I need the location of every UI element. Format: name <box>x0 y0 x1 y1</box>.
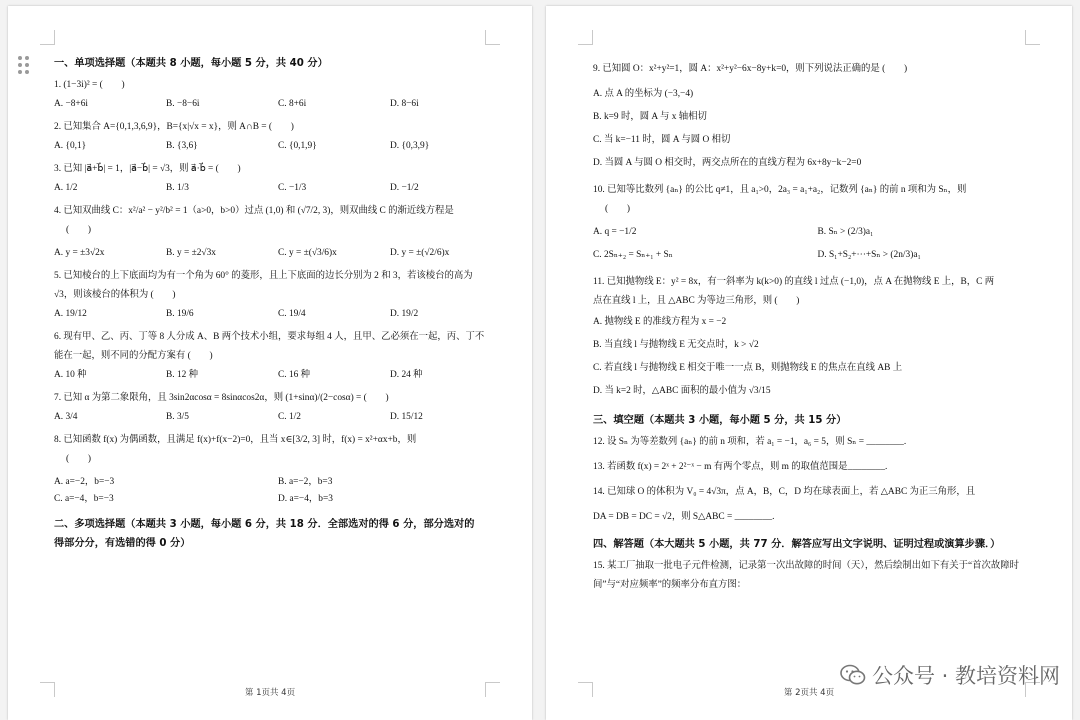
option: D. a=−4，b=3 <box>278 494 333 504</box>
option: C. a=−4，b=−3 <box>54 494 114 504</box>
option: C. 1/2 <box>278 412 301 422</box>
option-row <box>54 307 502 322</box>
answer-paren: ( ) <box>605 204 630 214</box>
section-heading: 一、单项选择题（本题共 8 小题，每小题 5 分，共 40 分） <box>54 58 328 69</box>
option: C. 16 种 <box>278 370 311 380</box>
drag-handle-icon[interactable] <box>18 56 32 76</box>
option: A. 1/2 <box>54 183 78 193</box>
option: C. 若直线 l 与抛物线 E 相交于唯一一点 B，则抛物线 E 的焦点在直线 AB 上 <box>593 363 903 373</box>
option: D. −1/2 <box>390 183 419 193</box>
option-row <box>54 181 502 196</box>
option: D. 15/12 <box>390 412 423 422</box>
answer-paren: ( ) <box>66 225 91 235</box>
page-footer: 第 1页共 4页 <box>244 688 296 698</box>
option: D. 24 种 <box>390 370 423 380</box>
page-footer: 第 2页共 4页 <box>783 688 835 698</box>
option: C. 19/4 <box>278 309 306 319</box>
question-stem: 1. (1−3i)² = ( ) <box>54 80 125 90</box>
question-stem: 9. 已知圆 O：x²+y²=1，圆 A：x²+y²−6x−8y+k=0，则下列说法正确的是 ( ) <box>593 64 908 74</box>
option: A. 点 A 的坐标为 (−3,−4) <box>593 89 694 99</box>
watermark <box>840 660 1060 690</box>
question-stem-cont: 点在直线 l 上，且 △ABC 为等边三角形，则 ( ) <box>593 296 800 306</box>
section-heading: 二、多项选择题（本题共 3 小题，每小题 6 分，共 18 分．全部选对的得 6 分，部分选对的 <box>54 519 475 530</box>
option-row <box>54 368 502 383</box>
watermark-text: 公众号 · 教培资料网 <box>871 664 1060 688</box>
option: D. S₁+S₂+⋯+Sₙ > (2n/3)a₁ <box>817 250 921 260</box>
option: C. y = ±(√3/6)x <box>278 248 337 258</box>
document-page-2 <box>546 6 1072 720</box>
question-stem: 3. 已知 |a⃗+b⃗| = 1，|a⃗−b⃗| = √3，则 a⃗·b⃗ = ( ) <box>54 164 241 174</box>
option: B. 当直线 l 与抛物线 E 无交点时，k > √2 <box>593 340 759 350</box>
option-row <box>54 492 502 507</box>
question-stem: 6. 现有甲、乙、丙、丁等 8 人分成 A、B 两个技术小组，要求每组 4 人，且甲、乙必须在一起，丙、丁不 <box>54 332 485 342</box>
option: B. Sₙ > (2/3)a₁ <box>817 227 874 237</box>
page-corner-mark <box>485 30 500 45</box>
option-row <box>593 248 1042 263</box>
option-row <box>54 97 502 112</box>
option: D. 当圆 A 与圆 O 相交时，两交点所在的直线方程为 6x+8y−k−2=0 <box>593 158 862 168</box>
option: A. a=−2，b=−3 <box>54 477 115 487</box>
option: B. 3/5 <box>166 412 189 422</box>
document-page-1 <box>8 6 532 720</box>
section-heading: 四、解答题（本大题共 5 小题，共 77 分．解答应写出文字说明、证明过程或演算步骤．） <box>593 539 1001 550</box>
option-row <box>54 475 502 490</box>
question-stem: 5. 已知棱台的上下底面均为有一个角为 60° 的菱形，且上下底面的边长分别为 2 和 3，若该棱台的高为 <box>54 271 473 281</box>
question-stem: 14. 已知球 O 的体积为 V₀ = 4√3π，点 A，B，C，D 均在球表面上，若 △ABC 为正三角形，且 <box>593 487 976 497</box>
option: D. 19/2 <box>390 309 419 319</box>
option: D. 8−6i <box>390 99 419 109</box>
option-row <box>593 225 1042 240</box>
option: C. 2Sₙ₊₂ = Sₙ₊₁ + Sₙ <box>593 250 673 260</box>
option: D. y = ±(√2/6)x <box>390 248 450 258</box>
question-stem: 13. 若函数 f(x) = 2ˣ + 2²⁻ˣ − m 有两个零点，则 m 的取值范围是________. <box>593 462 888 472</box>
option: A. 抛物线 E 的准线方程为 x = −2 <box>593 317 727 327</box>
option: B. {3,6} <box>166 141 198 151</box>
option: A. 19/12 <box>54 309 87 319</box>
option: B. 12 种 <box>166 370 199 380</box>
option: B. a=−2，b=3 <box>278 477 333 487</box>
option: D. {0,3,9} <box>390 141 430 151</box>
option: C. 8+6i <box>278 99 307 109</box>
option: B. 1/3 <box>166 183 189 193</box>
option-row <box>54 139 502 154</box>
question-stem-cont: 间”与“对应频率”的频率分布直方图： <box>593 580 747 590</box>
section-heading-cont: 得部分分，有选错的得 0 分） <box>54 538 191 549</box>
question-stem: 4. 已知双曲线 C：x²/a² − y²/b² = 1（a>0，b>0）过点 (1,0) 和 (√7/2, 3)，则双曲线 C 的渐近线方程是 <box>54 206 454 216</box>
question-stem-cont: DA = DB = DC = √2，则 S△ABC = ________. <box>593 512 775 522</box>
page-corner-mark <box>1025 30 1040 45</box>
answer-paren: ( ) <box>66 454 91 464</box>
section-heading: 三、填空题（本题共 3 小题，每小题 5 分，共 15 分） <box>593 415 847 426</box>
question-stem: 11. 已知抛物线 E：y² = 8x，有一斜率为 k(k>0) 的直线 l 过点 (−1,0)，点 A 在抛物线 E 上，B，C 两 <box>593 277 995 287</box>
option: B. y = ±2√3x <box>166 248 216 258</box>
option: B. 19/6 <box>166 309 194 319</box>
option: A. 10 种 <box>54 370 87 380</box>
option: B. −8−6i <box>166 99 200 109</box>
option: A. {0,1} <box>54 141 87 151</box>
question-stem: 2. 已知集合 A={0,1,3,6,9}，B={x|√x = x}，则 A∩B = ( ) <box>54 122 294 132</box>
option: A. −8+6i <box>54 99 89 109</box>
page-corner-mark <box>40 30 55 45</box>
question-stem: 7. 已知 α 为第二象限角，且 3sin2αcosα = 8sinαcos2α，则 (1+sinα)/(2−cosα) = ( ) <box>54 393 389 403</box>
question-stem: 15. 某工厂抽取一批电子元件检测，记录第一次出故障的时间（天），然后绘制出如下有关于“首次故障时 <box>593 561 1020 571</box>
question-stem-cont: 能在一起，则不同的分配方案有 ( ) <box>54 351 213 361</box>
option-row <box>54 410 502 425</box>
option: A. q = −1/2 <box>593 227 637 237</box>
option: C. {0,1,9} <box>278 141 317 151</box>
page-corner-mark <box>578 30 593 45</box>
question-stem: 10. 已知等比数列 {aₙ} 的公比 q≠1，且 a₁>0，2a₃ = a₁+a₂，记数列 {aₙ} 的前 n 项和为 Sₙ，则 <box>593 185 967 195</box>
option: C. −1/3 <box>278 183 307 193</box>
option: C. 当 k=−11 时，圆 A 与圆 O 相切 <box>593 135 731 145</box>
question-stem-cont: √3，则该棱台的体积为 ( ) <box>54 290 176 300</box>
wechat-icon <box>840 664 866 686</box>
option-row <box>54 246 502 261</box>
option: D. 当 k=2 时，△ABC 面积的最小值为 √3/15 <box>593 386 771 396</box>
question-stem: 12. 设 Sₙ 为等差数列 {aₙ} 的前 n 项和，若 a₁ = −1，a₆ = 5，则 Sₙ = ________. <box>593 437 907 447</box>
option: A. 3/4 <box>54 412 78 422</box>
option: B. k=9 时，圆 A 与 x 轴相切 <box>593 112 707 122</box>
question-stem: 8. 已知函数 f(x) 为偶函数，且满足 f(x)+f(x−2)=0，且当 x∈[3/2, 3] 时，f(x) = x²+αx+b，则 <box>54 435 417 445</box>
option: A. y = ±3√2x <box>54 248 105 258</box>
